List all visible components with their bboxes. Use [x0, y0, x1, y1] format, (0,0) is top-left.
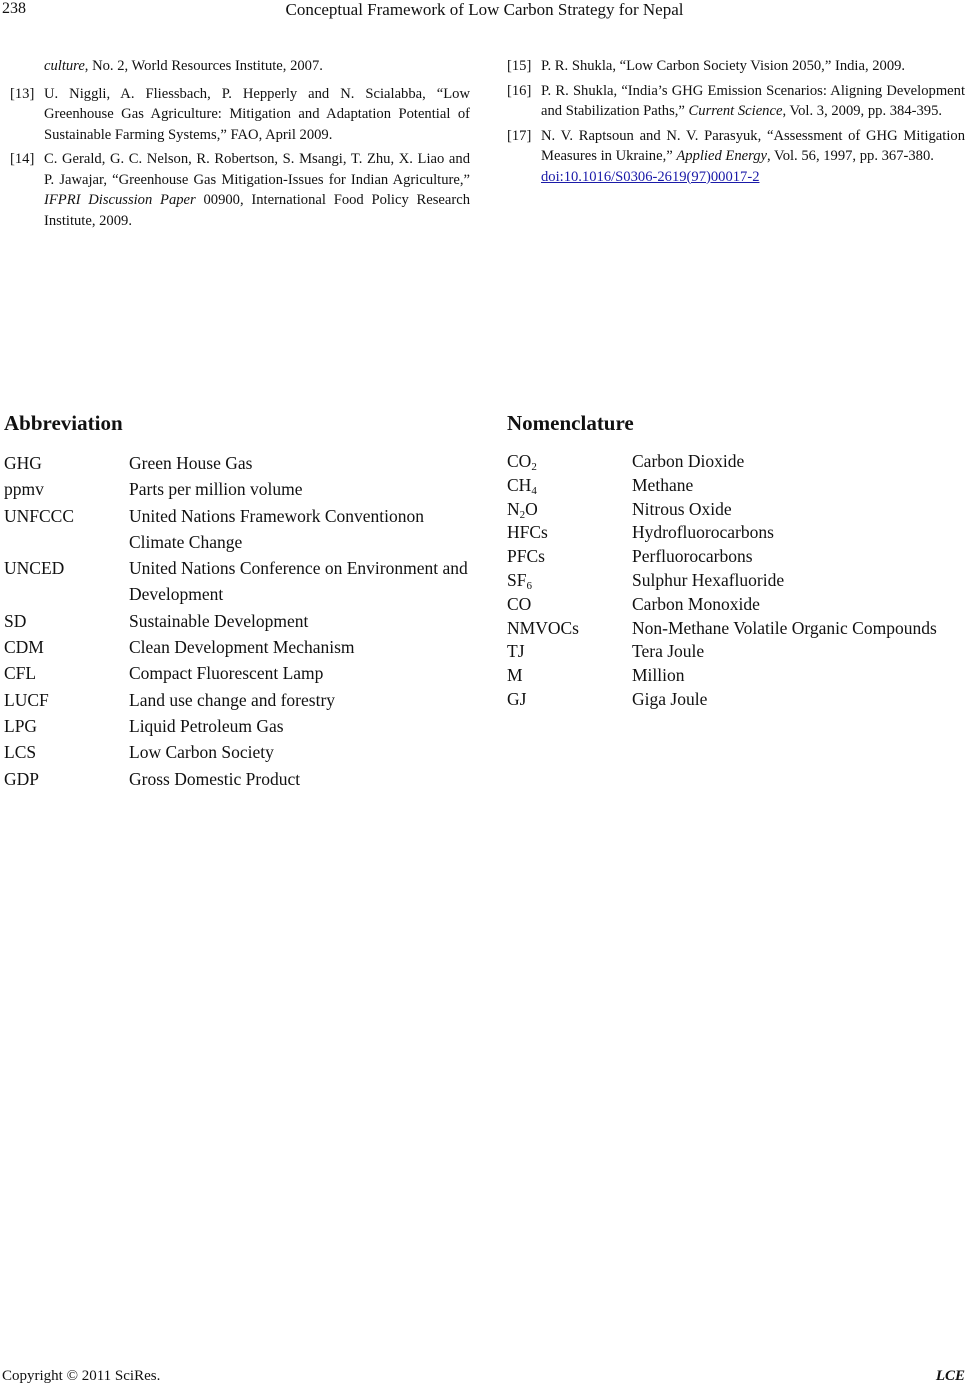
abbreviation-term: LUCF: [4, 689, 49, 710]
abbreviation-row: [4, 450, 474, 476]
nomenclature-definition: Million: [632, 665, 685, 686]
term-tail: O: [525, 498, 538, 519]
abbreviation-row: [4, 503, 474, 556]
abbreviation-term: GDP: [4, 768, 40, 789]
term-base: PFCs: [507, 546, 545, 567]
nomenclature-definition: Non-Methane Volatile Organic Compounds: [632, 617, 937, 638]
abbreviation-definition: United Nations Conference on Environment and Development: [129, 558, 468, 605]
nomenclature-row: [507, 688, 967, 712]
reference-text: [541, 126, 965, 188]
reference-label: [14]: [10, 151, 35, 167]
abbreviation-definition: Low Carbon Society: [129, 742, 274, 763]
nomenclature-definition: Nitrous Oxide: [632, 498, 732, 519]
abbreviation-term: CFL: [4, 663, 37, 684]
copyright-footer: Copyright © 2011 SciRes.: [2, 1368, 161, 1384]
nomenclature-term: [507, 617, 632, 641]
reference-item: [507, 56, 965, 77]
reference-label: [15]: [507, 58, 532, 74]
abbreviation-row: [4, 713, 474, 739]
abbreviation-term: GHG: [4, 453, 42, 473]
nomenclature-row: [507, 569, 967, 593]
abbreviation-term: LPG: [4, 715, 38, 736]
reference-body: U. Niggli, A. Fliessbach, P. Hepperly and N. Scialabba, “Low Greenhouse Gas Agriculture: Mitigation and Adaptation Potential of Sustainable Farming Systems,” FAO, April 2009.: [44, 85, 470, 143]
nomenclature-row: [507, 474, 967, 498]
nomenclature-term: [507, 664, 632, 688]
abbreviation-row: [4, 739, 474, 765]
term-base: GJ: [507, 688, 527, 709]
abbreviation-row: [4, 634, 474, 660]
abbreviation-definition: Gross Domestic Product: [129, 768, 301, 789]
reference-text: [541, 56, 965, 77]
abbreviation-definition: Liquid Petroleum Gas: [129, 715, 284, 736]
term-base: CH: [507, 474, 532, 495]
reference-label: [13]: [10, 85, 35, 102]
reference-body: P. R. Shukla, “India’s GHG Emission Scenarios: Aligning Development and Stabilization Paths,”: [541, 82, 965, 119]
references-left-column: [10, 56, 470, 235]
term-base: CO: [507, 451, 532, 471]
term-base: CO: [507, 593, 532, 614]
abbreviation-row: [4, 687, 474, 713]
reference-text: [541, 81, 965, 122]
abbreviation-row: [4, 766, 474, 792]
nomenclature-definition: Perfluorocarbons: [632, 546, 753, 567]
nomenclature-heading: Nomenclature: [507, 411, 634, 435]
abbreviation-definition: Land use change and forestry: [129, 689, 336, 710]
term-subscript: 6: [526, 579, 532, 592]
reference-source: IFPRI Discussion Paper: [44, 192, 196, 208]
nomenclature-row: [507, 521, 967, 545]
abbreviation-term: LCS: [4, 742, 37, 763]
term-base: HFCs: [507, 522, 548, 543]
nomenclature-term: [507, 593, 632, 617]
reference-item: [507, 81, 965, 122]
abbreviation-definition: Green House Gas: [129, 453, 253, 473]
continuation-italic: culture: [44, 58, 85, 74]
reference-details: 00900, International Food Policy Research Institute, 2009.: [44, 192, 471, 229]
nomenclature-definition: Hydrofluorocarbons: [632, 522, 774, 543]
nomenclature-term: [507, 498, 632, 522]
nomenclature-row: [507, 640, 967, 664]
nomenclature-row: [507, 545, 967, 569]
abbreviation-term: SD: [4, 610, 27, 631]
continuation-text: , No. 2, World Resources Institute, 2007.: [84, 58, 323, 74]
abbreviation-row: [4, 476, 474, 502]
reference-label: [16]: [507, 82, 532, 99]
reference-body: P. R. Shukla, “Low Carbon Society Vision 2050,” India, 2009.: [541, 58, 906, 74]
nomenclature-definition: Giga Joule: [632, 688, 708, 709]
page-number: 238: [2, 0, 26, 17]
abbreviation-definition: Sustainable Development: [129, 610, 309, 631]
nomenclature-definition: Sulphur Hexafluoride: [632, 569, 785, 590]
abbreviation-term: UNFCCC: [4, 505, 75, 526]
reference-details: , Vol. 3, 2009, pp. 384-395.: [782, 103, 943, 119]
reference-item: [507, 126, 965, 188]
abbreviation-list: [4, 450, 474, 792]
nomenclature-row: [507, 664, 967, 688]
abbreviation-term: UNCED: [4, 558, 65, 579]
term-base: TJ: [507, 641, 525, 662]
abbreviation-definition: Compact Fluorescent Lamp: [129, 663, 324, 684]
term-subscript: 2: [531, 461, 537, 473]
nomenclature-term: [507, 569, 632, 593]
reference-item: [10, 84, 470, 146]
reference-text: [44, 149, 470, 231]
nomenclature-definition: Tera Joule: [632, 641, 705, 662]
abbreviation-heading: Abbreviation: [4, 411, 123, 435]
nomenclature-row: [507, 593, 967, 617]
running-title: Conceptual Framework of Low Carbon Strategy for Nepal: [285, 0, 684, 19]
reference-continuation: [10, 56, 470, 77]
nomenclature-term: [507, 688, 632, 712]
nomenclature-term: [507, 640, 632, 664]
abbreviation-term: ppmv: [4, 479, 44, 500]
nomenclature-definition: Carbon Dioxide: [632, 451, 745, 471]
reference-item: [10, 149, 470, 231]
abbreviation-term: CDM: [4, 637, 44, 658]
reference-details: , Vol. 56, 1997, pp. 367-380.: [767, 148, 934, 164]
term-subscript: 2: [519, 508, 526, 521]
abbreviation-definition: Clean Development Mechanism: [129, 637, 355, 658]
reference-source: Current Science: [688, 103, 783, 119]
term-base: SF: [507, 569, 527, 590]
term-base: N: [507, 498, 520, 519]
references-right-column: [507, 56, 965, 191]
reference-body: C. Gerald, G. C. Nelson, R. Robertson, S. Msangi, T. Zhu, X. Liao and P. Jawajar, “Greenhouse Gas Mitigation-Issues for Indian Agriculture,”: [44, 151, 470, 188]
nomenclature-term: [507, 545, 632, 569]
term-base: NMVOCs: [507, 617, 579, 638]
reference-label: [17]: [507, 127, 532, 144]
nomenclature-row: [507, 498, 967, 522]
doi-link[interactable]: doi:10.1016/S0306-2619(97)00017-2: [541, 168, 760, 185]
nomenclature-term: [507, 450, 632, 474]
reference-text: [44, 84, 470, 146]
nomenclature-term: [507, 474, 632, 498]
nomenclature-row: [507, 450, 967, 474]
reference-body: N. V. Raptsoun and N. V. Parasyuk, “Assessment of GHG Mitigation Measures in Ukraine,”: [541, 127, 965, 164]
journal-abbrev: LCE: [935, 1368, 965, 1384]
abbreviation-row: [4, 608, 474, 634]
term-subscript: 4: [531, 484, 537, 497]
term-base: M: [507, 665, 523, 686]
abbreviation-definition: Parts per million volume: [129, 479, 303, 500]
nomenclature-definition: Methane: [632, 474, 694, 495]
abbreviation-row: [4, 555, 474, 608]
abbreviation-row: [4, 660, 474, 686]
nomenclature-row: [507, 617, 967, 641]
abbreviation-definition: United Nations Framework Conventionon Climate Change: [129, 505, 425, 552]
nomenclature-list: [507, 450, 967, 712]
reference-source: Applied Energy: [676, 148, 768, 164]
nomenclature-definition: Carbon Monoxide: [632, 593, 760, 614]
nomenclature-term: [507, 521, 632, 545]
